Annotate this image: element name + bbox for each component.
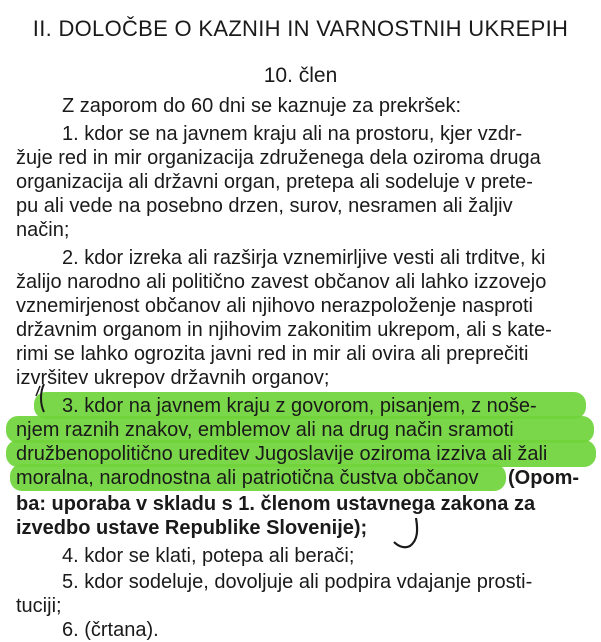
item-5-line-2: tuciji; <box>16 595 62 617</box>
item-5-line-1: 5. kdor sodeluje, dovoljuje ali podpira vdajanje prosti- <box>62 571 533 593</box>
item-2-line-1: 2. kdor izreka ali razširja vznemirljive vesti ali trditve, ki <box>62 247 546 269</box>
item-2-line-5: rimi se lahko ogrozita javni red in mir ali ovira ali preprečiti <box>16 343 529 365</box>
item-2-line-6: izvršitev ukrepov državnih organov; <box>16 367 330 389</box>
item-2-line-2: žalijo narodno ali politično zavest občanov ali lahko izzovejo <box>16 271 547 293</box>
item-6-line-1: 6. (črtana). <box>62 619 159 641</box>
intro-line: Z zaporom do 60 dni se kaznuje za prekršek: <box>62 95 462 117</box>
note-line-2: ba: uporaba v skladu s 1. členom ustavnega zakona za <box>16 493 536 515</box>
item-3-line-1: 3. kdor na javnem kraju z govorom, pisanjem, z noše- <box>62 395 537 417</box>
item-3-line-3: družbenopolitično ureditev Jugoslavije oziroma izziva ali žali <box>16 443 548 465</box>
item-3-line-4: moralna, narodnostna ali patriotična čustva občanov <box>16 467 479 489</box>
item-2-line-3: vznemirjenost občanov ali njihovo nerazpoloženje nasproti <box>16 295 533 317</box>
note-line-3: izvedbo ustave Republike Slovenije); <box>16 517 368 539</box>
item-3-line-2: njem raznih znakov, emblemov ali na drug način sramoti <box>16 419 514 441</box>
item-2-line-4: državnim organom in njihovim zakonitim ukrepom, ali s kate- <box>16 319 552 341</box>
item-1-line-3: organizacija ali državni organ, pretepa ali sodeluje v prete- <box>16 171 533 193</box>
note-start: (Opom- <box>508 467 580 489</box>
section-heading: II. DOLOČBE O KAZNIH IN VARNOSTNIH UKREPIH <box>32 16 569 41</box>
item-1-line-5: način; <box>16 219 70 241</box>
item-4-line-1: 4. kdor se klati, potepa ali berači; <box>62 545 355 567</box>
article-title: 10. člen <box>263 64 338 87</box>
item-1-line-4: pu ali vede na posebno drzen, surov, nesramen ali žaljiv <box>16 195 513 217</box>
item-1-line-1: 1. kdor se na javnem kraju ali na prostoru, kjer vzdr- <box>62 123 523 145</box>
item-1-line-2: žuje red in mir organizacija združenega dela oziroma druga <box>16 147 541 169</box>
